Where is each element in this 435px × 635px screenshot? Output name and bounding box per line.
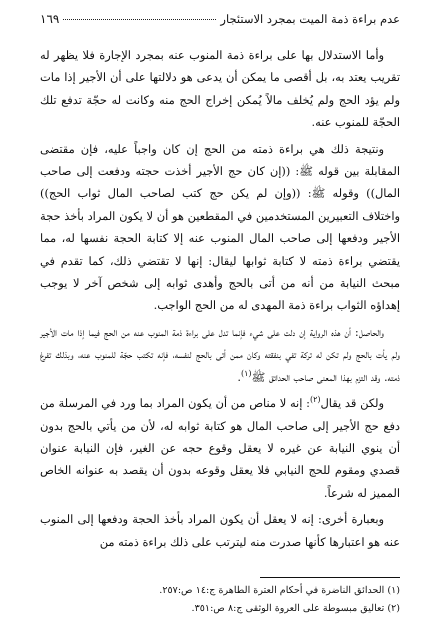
body-text [40,44,400,553]
paragraph-1: وأما الاستدلال بها على براءة ذمة المنوب عنه بمجرد الإجارة فلا يظهر له تقريب يعتد به، بل أقصى ما يمكن أن يدعى هو دلالتها على أن الأجير إذا مات ولم يؤد الحج ولم يُخلف مالاً يُمكن إخراج الحج منه وكانت له حجّة تدفع تلك الحجّة للمنوب عنه. [40,48,400,130]
running-header [40,12,400,34]
footnote-2: (٢) تعاليق مبسوطة على العروة الوثقى ج:٨ ص:٣٥١. [191,603,400,614]
page-number: ١٦٩ [40,12,60,26]
paragraph-4-start: ولكن قد يقال [320,396,385,411]
paragraph-3-text: والحاصل: أن هذه الرواية إن دلت على شيء فإنما تدل على براءة ذمة المنوب عنه من الحج فيما إذا مات الأجير ولم يأت بالحج ولم تكن له تركة تفي بنفقته وكان ممن أتى بالحج لنفسه، فإنه تكتب حجّة للمنوب عنه، وبذلك تفرغ ذمته. وقد التزم بهذا المعنى صاحب الحدائق ﷺ [40,324,400,384]
footnote-1: (١) الحدائق الناضرة في أحكام العترة الطاهرة ج:١٤ ص:٢٥٧. [159,585,400,596]
page [40,12,400,557]
paragraph-2: ونتيجة ذلك هي براءة ذمته من الحج إن كان واجباً عليه، فإن مقتضى المقابلة بين قوله ﷺ: ((إن كان حج الأجير أخذت حجته ودفعت إلى صاحب المال)) وقوله ﷺ: ((وإن لم يكن حج كتب لصاحب المال ثواب الحج)) واختلاف التعبيرين المستخدمين في المقطعين هو أن لا يكون المراد بأخذ حجة الأجير ودفعها إلى صاحب المال المنوب عنه إلا كتابة الحجة نفسها له، مما يقتضي براءة ذمته لا كتابة ثوابها ليقال: إنها لا تقتضي ذلك، كما تقدم في مبحث النيابة من أنه من أتى بالحج وأهدى ثوابه إلى شخص آخر لا يوجب إهداؤه الثواب براءة ذمة المهدى له من الحج الواجب. [40,141,400,313]
footnotes [40,577,400,618]
paragraph-5: وبعبارة أخرى: إنه لا يعقل أن يكون المراد بأخذ الحجة ودفعها إلى المنوب عنه هو اعتبارها كأنها صدرت منه ليترتب على ذلك براءة ذمته من [40,512,400,549]
paragraph-4 [40,392,400,504]
paragraph-3 [40,321,400,388]
paragraph-3-end: . [237,369,241,384]
footnote-ref-1[interactable]: (١) [240,368,252,378]
paragraph-4-rest: : إنه لا مناص من أن يكون المراد بما ورد في المرسلة من دفع حج الأجير إلى صاحب المال هو كتابة ثوابه له، لأن من يأتي بالحج بدون أن ينوي النيابة عن غيره لا يعقل وقوع حجه عن الغير، فإن النيابة عنوان قصدي ومقوم للحج النيابي فلا يعقل وقوعه بدون أن يقصد به عنوانه الخاص المميز له شرعاً. [40,396,400,500]
header-dotted-leader [63,19,216,20]
footnote-separator [260,577,400,578]
running-header-title: عدم براءة ذمة الميت بمجرد الاستئجار [220,12,400,26]
footnote-ref-2[interactable]: (٢) [309,395,321,405]
